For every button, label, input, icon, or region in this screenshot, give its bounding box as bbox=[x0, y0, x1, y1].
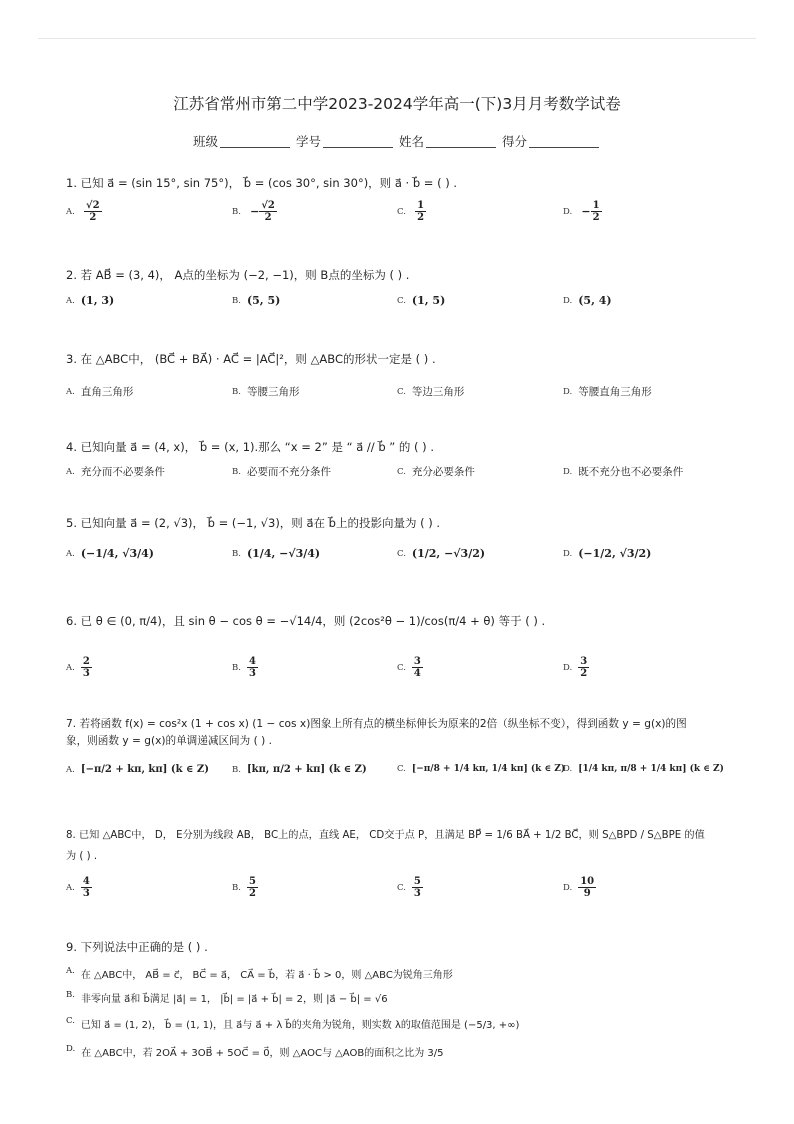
q7-option-a[interactable]: A. [−π/2 + kπ, kπ] (k ∈ Z) bbox=[66, 764, 209, 775]
q8-option-c[interactable]: C. $\frac{5}{3}$ bbox=[397, 876, 421, 899]
q5-option-d[interactable]: D. (−1/2, √3/2) bbox=[563, 547, 652, 560]
question-4-stem: 4. 已知向量 a⃗ = (4, x)， b⃗ = (x, 1).那么 “x = 2” 是 “ a⃗ // b⃗ ” 的 ( ) . bbox=[66, 440, 434, 454]
q4-option-b[interactable]: B. 必要而不充分条件 bbox=[232, 466, 331, 478]
question-8-stem: 8. 已知 △ABC中， D， E分别为线段 AB， BC上的点，直线 AE， CD交于点 P，且满足 BP⃗ = 1/6 BA⃗ + 1/2 BC⃗，则 S△BPD / S△BPE 的值 bbox=[66, 830, 705, 841]
class-label: 班级 bbox=[192, 134, 218, 149]
q2-option-b[interactable]: B. (5, 5) bbox=[232, 294, 281, 307]
page-title: 江苏省常州市第二中学2023-2024学年高一(下)3月月考数学试卷 bbox=[173, 95, 621, 113]
q7-option-c[interactable]: C. [−π/8 + 1/4 kπ, 1/4 kπ] (k ∈ Z) bbox=[397, 764, 566, 774]
q2-option-c[interactable]: C. (1, 5) bbox=[397, 294, 446, 307]
question-4 bbox=[66, 440, 434, 454]
top-divider bbox=[38, 38, 756, 39]
q6-option-a[interactable]: A. $\frac{2}{3}$ bbox=[66, 656, 90, 679]
q6-option-c[interactable]: C. $\frac{3}{4}$ bbox=[397, 656, 421, 679]
q9-option-c[interactable]: $^{C.}$ 已知 a⃗ = (1, 2)， b⃗ = (1, 1)，且 a⃗与 a⃗ + λ b⃗的夹角为锐角，则实数 λ的取值范围是 (−5/3, +∞) bbox=[66, 1016, 520, 1031]
q9-option-b[interactable]: $^{B.}$ 非零向量 a⃗和 b⃗满足 |a⃗| = 1， |b⃗| = |a⃗ + b⃗| = 2，则 |a⃗ − b⃗| = √6 bbox=[66, 990, 388, 1005]
q9-option-a[interactable]: $^{A.}$ 在 △ABC中， AB⃗ = c⃗， BC⃗ = a⃗， CA⃗ = b⃗，若 a⃗ · b⃗ > 0，则 △ABC为锐角三角形 bbox=[66, 966, 453, 981]
question-3 bbox=[66, 352, 436, 366]
q4-option-c[interactable]: C. 充分必要条件 bbox=[397, 466, 475, 478]
q1-option-a[interactable]: A. $\frac{√2}{2}$ bbox=[66, 200, 100, 223]
question-7-stem: 7. 若将函数 f(x) = cos²x (1 + cos x) (1 − cos x)图象上所有点的横坐标伸长为原来的2倍（纵坐标不变），得到函数 y = g(x)的图 bbox=[66, 718, 687, 730]
name-label: 姓名 bbox=[398, 134, 424, 149]
q1-option-b[interactable]: B. − $\frac{√2}{2}$ bbox=[232, 200, 275, 223]
question-9 bbox=[66, 940, 208, 954]
q9-option-d[interactable]: $^{D.}$ 在 △ABC中，若 2OA⃗ + 3OB⃗ + 5OC⃗ = 0⃗，则 △AOC与 △AOB的面积之比为 3/5 bbox=[66, 1044, 444, 1059]
q2-option-d[interactable]: D. (5, 4) bbox=[563, 294, 612, 307]
question-1-stem: 1. 已知 a⃗ = (sin 15°, sin 75°)， b⃗ = (cos 30°, sin 30°)，则 a⃗ · b⃗ = ( ) . bbox=[66, 176, 458, 190]
class-blank[interactable] bbox=[220, 135, 290, 148]
q3-option-c[interactable]: C. 等边三角形 bbox=[397, 386, 465, 398]
name-blank[interactable] bbox=[426, 135, 496, 148]
score-blank[interactable] bbox=[529, 135, 599, 148]
q5-option-b[interactable]: B. (1/4, −√3/4) bbox=[232, 547, 321, 560]
question-9-stem: 9. 下列说法中正确的是 ( ) . bbox=[66, 940, 208, 954]
q4-option-d[interactable]: D. 既不充分也不必要条件 bbox=[563, 466, 684, 478]
score-label: 得分 bbox=[501, 134, 527, 149]
q3-option-a[interactable]: A. 直角三角形 bbox=[66, 386, 134, 398]
student-id-blank[interactable] bbox=[323, 135, 393, 148]
q1-option-c[interactable]: C. $\frac{1}{2}$ bbox=[397, 200, 425, 223]
q6-option-d[interactable]: D. $\frac{3}{2}$ bbox=[563, 656, 588, 679]
q3-option-b[interactable]: B. 等腰三角形 bbox=[232, 386, 300, 398]
student-info-line bbox=[0, 132, 794, 150]
q7-option-d[interactable]: D. [1/4 kπ, π/8 + 1/4 kπ] (k ∈ Z) bbox=[563, 764, 724, 774]
question-7-stem-cont: 象，则函数 y = g(x)的单调递减区间为 ( ) . bbox=[66, 735, 272, 748]
q8-option-b[interactable]: B. $\frac{5}{2}$ bbox=[232, 876, 256, 899]
question-2-stem: 2. 若 AB⃗ = (3, 4)， A点的坐标为 (−2, −1)，则 B点的坐标为 ( ) . bbox=[66, 268, 410, 282]
q1-option-d[interactable]: D. − $\frac{1}{2}$ bbox=[563, 200, 600, 223]
question-6 bbox=[66, 614, 545, 628]
q8-option-d[interactable]: D. $\frac{10}{9}$ bbox=[563, 876, 595, 899]
q5-option-a[interactable]: A. (−1/4, √3/4) bbox=[66, 547, 155, 560]
q4-option-a[interactable]: A. 充分而不必要条件 bbox=[66, 466, 165, 478]
q8-option-a[interactable]: A. $\frac{4}{3}$ bbox=[66, 876, 90, 899]
q2-option-a[interactable]: A. (1, 3) bbox=[66, 294, 115, 307]
question-3-stem: 3. 在 △ABC中， (BC⃗ + BA⃗) · AC⃗ = |AC⃗|²，则 △ABC的形状一定是 ( ) . bbox=[66, 352, 436, 366]
q6-option-b[interactable]: B. $\frac{4}{3}$ bbox=[232, 656, 256, 679]
question-5-stem: 5. 已知向量 a⃗ = (2, √3)， b⃗ = (−1, √3)，则 a⃗在 b⃗上的投影向量为 ( ) . bbox=[66, 516, 441, 530]
q5-option-c[interactable]: C. (1/2, −√3/2) bbox=[397, 547, 486, 560]
question-8 bbox=[66, 830, 705, 864]
question-7 bbox=[66, 718, 687, 748]
student-id-label: 学号 bbox=[295, 134, 321, 149]
question-1 bbox=[66, 176, 457, 190]
question-6-stem: 6. 已 θ ∈ (0, π/4)，且 sin θ − cos θ = −√14/4，则 (2cos²θ − 1)/cos(π/4 + θ) 等于 ( ) . bbox=[66, 614, 546, 628]
question-2 bbox=[66, 268, 409, 282]
q3-option-d[interactable]: D. 等腰直角三角形 bbox=[563, 386, 652, 398]
q7-option-b[interactable]: B. [kπ, π/2 + kπ] (k ∈ Z) bbox=[232, 764, 367, 775]
question-8-stem-cont: 为 ( ) . bbox=[66, 850, 98, 862]
question-5 bbox=[66, 516, 440, 530]
